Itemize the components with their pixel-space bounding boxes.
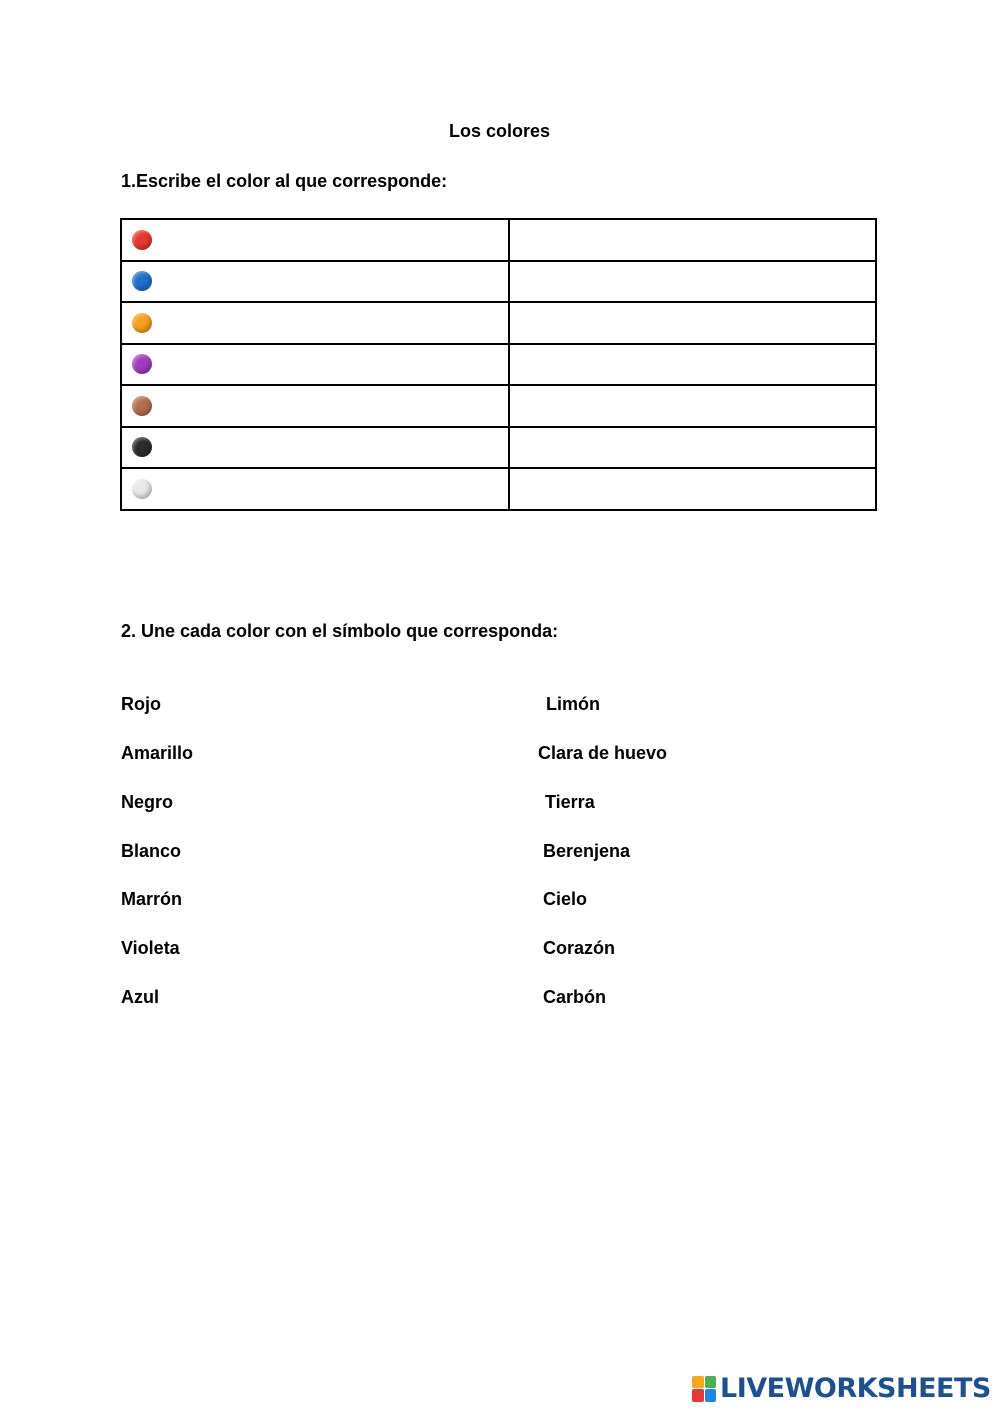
- answer-input[interactable]: [510, 428, 875, 468]
- symbol-word-tierra[interactable]: Tierra: [545, 792, 595, 812]
- color-table: [120, 218, 877, 511]
- answer-input[interactable]: [510, 345, 875, 385]
- exercise-1-prompt: 1.Escribe el color al que corresponde:: [121, 171, 448, 191]
- logo-text: LIVEWORKSHEETS: [720, 1373, 991, 1404]
- table-row: [121, 385, 876, 427]
- answer-input[interactable]: [510, 220, 875, 260]
- liveworksheets-logo-icon: [692, 1376, 716, 1402]
- white-circle-icon: [132, 479, 152, 499]
- table-row: [121, 468, 876, 510]
- exercise-2-prompt: 2. Une cada color con el símbolo que corresponda:: [121, 621, 559, 641]
- answer-input[interactable]: [510, 303, 875, 343]
- color-word-azul[interactable]: Azul: [121, 987, 159, 1007]
- table-row: [121, 344, 876, 386]
- table-row: [121, 427, 876, 469]
- answer-cell-2[interactable]: [509, 261, 876, 303]
- symbol-word-cielo[interactable]: Cielo: [543, 889, 588, 909]
- answer-cell-4[interactable]: [509, 344, 876, 386]
- color-word-marron[interactable]: Marrón: [121, 889, 183, 909]
- symbol-word-carbon[interactable]: Carbón: [543, 987, 606, 1007]
- color-word-amarillo[interactable]: Amarillo: [121, 743, 194, 763]
- color-word-negro[interactable]: Negro: [121, 792, 174, 812]
- brown-circle-icon: [132, 396, 152, 416]
- page-title: Los colores: [448, 121, 551, 141]
- red-circle-icon: [132, 230, 152, 250]
- black-circle-icon: [132, 437, 152, 457]
- color-word-rojo[interactable]: Rojo: [121, 694, 161, 714]
- table-row: [121, 219, 876, 261]
- answer-input[interactable]: [510, 386, 875, 426]
- answer-cell-1[interactable]: [509, 219, 876, 261]
- liveworksheets-logo: [692, 1373, 991, 1404]
- purple-circle-icon: [132, 354, 152, 374]
- symbol-word-corazon[interactable]: Corazón: [543, 938, 615, 958]
- color-word-blanco[interactable]: Blanco: [121, 841, 182, 861]
- symbol-word-clara-de-huevo[interactable]: Clara de huevo: [538, 743, 668, 763]
- table-row: [121, 261, 876, 303]
- table-row: [121, 302, 876, 344]
- answer-cell-6[interactable]: [509, 427, 876, 469]
- answer-cell-7[interactable]: [509, 468, 876, 510]
- symbol-word-berenjena[interactable]: Berenjena: [543, 841, 631, 861]
- symbol-word-limon[interactable]: Limón: [546, 694, 600, 714]
- orange-circle-icon: [132, 313, 152, 333]
- answer-input[interactable]: [510, 469, 875, 509]
- blue-circle-icon: [132, 271, 152, 291]
- color-word-violeta[interactable]: Violeta: [121, 938, 180, 958]
- answer-cell-5[interactable]: [509, 385, 876, 427]
- answer-input[interactable]: [510, 262, 875, 302]
- answer-cell-3[interactable]: [509, 302, 876, 344]
